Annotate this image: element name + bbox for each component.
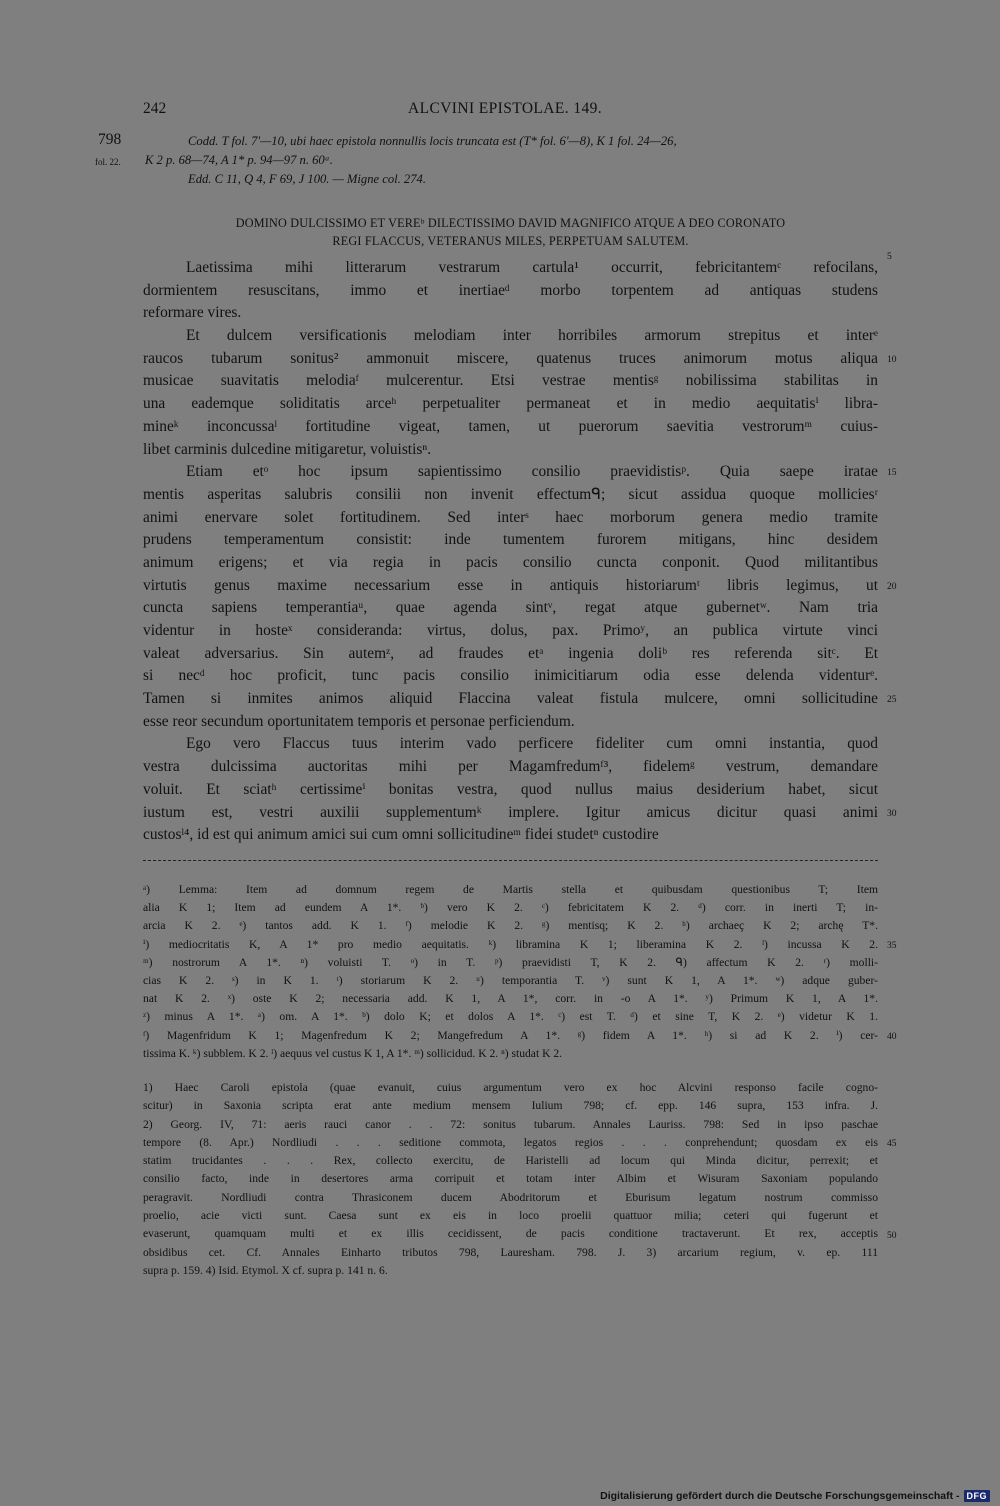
body-line: Ego vero Flaccus tuus interim vado perficere fideliter cum omni instantia, quod [186,735,878,753]
line-number: 10 [887,354,897,365]
footnote-separator [143,860,878,861]
codices-line: K 2 p. 68—74, A 1* p. 94—97 n. 60ᵃ. [145,153,333,167]
credit-text: Digitalisierung gefördert durch die Deutsche Forschungsgemeinschaft - [600,1490,960,1502]
page-number: 242 [143,100,167,117]
apparatus-line: ᵐ) nostrorum A 1*. ⁿ) voluisti T. ᵒ) in T. ᵖ) praevidisti T, K 2. ᑫ) affectum K 2. ʳ) molli- [143,955,878,969]
note-line: proelio, acie victi sunt. Caesa sunt ex eis in loco proelii quattuor milia; ceteri qui fugerunt et [143,1209,878,1223]
apparatus-line: ᵃ) Lemma: Item ad domnum regem de Martis stella et quibusdam questionibus T; Item [143,883,878,896]
dfg-logo: DFG [964,1490,991,1502]
letter-address [143,214,878,250]
note-line: obsidibus cet. Cf. Annales Einharto tributos 798, Lauresham. 798. J. 3) arcarium regium, v. ep. 111 [143,1245,878,1259]
note-line: 1) Haec Caroli epistola (quae evanuit, cuius argumentum vero ex hoc Alcvini responso facile cogno- [143,1081,878,1094]
running-header [143,100,878,122]
running-title: ALCVINI EPISTOLAE. 149. [408,100,603,117]
body-line: musicae suavitatis melodiaᶠ mulcerentur. Etsi vestrae mentisᵍ nobilissima stabilitas in [143,372,878,390]
note-line: tempore (8. Apr.) Nordliudi . . . seditione commota, legatos regios . . . conprehendunt; quosdam ex eis [143,1135,878,1149]
body-line: raucos tubarum sonitus² ammonuit miscere, quatenus truces animorum motus aliqua [143,349,878,367]
folio-marker: fol. 22. [95,157,121,167]
apparatus-line: ⁱ) mediocritatis K, A 1* pro medio aequitatis. ᵏ) libramina K 1; liberamina K 2. ˡ) incussa K 2. [143,937,878,951]
body-line: dormientem resuscitans, immo et inertiaeᵈ morbo torpentem ad antiquas studens [143,281,878,299]
body-line: valeat adversarius. Sin autemᶻ, ad fraudes etᵃ ingenia doliᵇ res referenda sitᶜ. Et [143,644,878,662]
apparatus-line: arcia K 2. ᵉ) tantos add. K 1. ᶠ) melodie K 2. ᵍ) mentisq; K 2. ʰ) archaeç K 2; archę T*. [143,919,878,933]
body-line: libet carminis dulcedine mitigaretur, voluistisⁿ. [143,440,432,458]
note-line: 2) Georg. IV, 71: aeris rauci canor . . 72: sonitus tubarum. Annales Lauriss. 798: Sed in ipso paschae [143,1117,878,1131]
line-number: 35 [887,941,897,952]
critical-apparatus [143,881,878,1063]
body-line: Et dulcem versificationis melodiam inter horribiles armorum strepitus et interᵉ [186,327,878,345]
apparatus-line: ᶠ) Magenfridum K 1; Magenfredum K 2; Mangefredum A 1*. ᵍ) fidem A 1*. ʰ) si ad K 2. ⁱ) cer- [143,1028,878,1042]
year-marker: 798 [98,131,122,148]
apparatus-line: nat K 2. ˣ) oste K 2; necessaria add. K 1, A 1*, corr. in -o A 1*. ʸ) Primum K 1, A 1*. [143,992,878,1006]
line-number: 20 [887,581,897,592]
body-line: esse reor secundum oportunitatem temporis et personae perficiendum. [143,712,575,730]
body-line: vestra dulcissima auctoritas mihi per Magamfredumᶠ³, fidelemᵍ vestrum, demandare [143,758,878,776]
line-number: 30 [887,808,897,819]
apparatus-line: ᶻ) minus A 1*. ᵃ) om. A 1*. ᵇ) dolo K; et dolos A 1*. ᶜ) est T. ᵈ) et sine T, K 2. ᵉ) videtur K 1. [143,1010,878,1024]
note-line: consilio facto, inde in desertores arma corripuit et totam inter Albim et Wisuram Saxoniam populando [143,1172,878,1186]
line-number: 45 [887,1139,897,1150]
note-line: evaserunt, quamquam multi et ex illis cecidissent, de pacis conditione tractaverunt. Et rex, acceptis [143,1227,878,1241]
note-line: peragravit. Nordliudi contra Thrasiconem ducem Abodritorum et Eburisum legatum nostrum commisso [143,1190,878,1204]
note-line: supra p. 159. 4) Isid. Etymol. X cf. supra p. 141 n. 6. [143,1263,388,1277]
body-line: voluit. Et sciatʰ certissimeⁱ bonitas vestra, quod nullus maius desiderium habet, sicut [143,780,878,798]
line-number: 25 [887,695,897,706]
note-line: scitur) in Saxonia scripta erat ante medium mensem Iulium 798; cf. epp. 146 supra, 153 infra. J. [143,1099,878,1113]
apparatus-line: tissima K. ᵏ) subblem. K 2. ˡ) aequus vel custus K 1, A 1*. ᵐ) sollicidud. K 2. ⁿ) studat K 2. [143,1046,563,1060]
body-line: prudens temperamentum consistit: inde tumentem furorem mitigans, hinc desidem [143,531,878,549]
body-line: videntur in hosteˣ consideranda: virtus, dolus, pax. Primoʸ, an publica virtute vinci [143,622,878,639]
body-line: virtutis genus maxime necessarium esse in antiquis historiarumᵗ libris legimus, ut [143,576,878,594]
historical-notes [143,1079,878,1280]
line-number: 15 [887,468,897,479]
note-line: statim trucidantes . . . Rex, collecto exercitu, de Haristelli ad locum qui Minda dicitur, perrexit; et [143,1154,878,1168]
body-line: mineᵏ inconcussaˡ fortitudine vigeat, tamen, ut puerorum saevitia vestrorumᵐ cuius- [143,417,878,435]
apparatus-line: alia K 1; Item ad eundem A 1*. ᵇ) vero K 2. ᶜ) febricitatem K 2. ᵈ) corr. in inerti T; in- [143,901,878,915]
line-number: 50 [887,1230,897,1241]
body-line: reformare vires. [143,304,242,322]
letter-body [143,257,878,847]
line-number: 40 [887,1032,897,1043]
body-line: Etiam etᵒ hoc ipsum sapientissimo consilio praevidistisᵖ. Quia saepe iratae [186,463,878,481]
address-line: DOMINO DULCISSIMO ET VEREᵇ DILECTISSIMO DAVID MAGNIFICO ATQUE A DEO CORONATO [235,216,786,230]
body-line: una eademque soliditatis arceʰ perpetualiter permaneat et in medio aequitatisⁱ libra- [143,395,878,413]
body-line: Tamen si inmites animos aliquid Flaccina valeat fistula mulcere, omni sollicitudine [143,690,878,708]
body-line: iustum est, vestri auxilii supplementumᵏ implere. Igitur amicus dicitur quasi animi [143,803,878,821]
digitization-credit [600,1490,990,1502]
body-line: mentis asperitas salubris consilii non invenit effectumᑫ; sicut assidua quoque molliciesʳ [143,485,878,503]
apparatus-line: cias K 2. ˢ) in K 1. ᵗ) storiarum K 2. ᵘ) temporantia T. ᵛ) sunt K 1, A 1*. ʷ) adque guber- [143,973,878,987]
body-line: cuncta sapiens temperantiaᵘ, quae agenda sintᵛ, regat atque gubernetʷ. Nam tria [143,599,878,617]
address-line: REGI FLACCUS, VETERANUS MILES, PERPETUAM SALUTEM. [332,234,689,248]
body-line: animum erigens; et via regia in pacis consilio cuncta conponit. Quod militantibus [143,553,878,571]
body-line: animi enervare solet fortitudinem. Sed interˢ haec morborum genera medio tramite [143,508,878,526]
line-number: 5 [887,252,892,263]
body-line: Laetissima mihi litterarum vestrarum cartula¹ occurrit, febricitantemᶜ refocilans, [186,259,878,276]
body-line: custosˡ⁴, id est qui animum amici sui cum omni sollicitudineᵐ fidei studetⁿ custodire [143,826,659,844]
editions-line: Edd. C 11, Q 4, F 69, J 100. — Migne col. 274. [188,172,426,186]
codices-line: Codd. T fol. 7'—10, ubi haec epistola nonnullis locis truncata est (T* fol. 6'—8), K 1 fol. 24—26, [188,134,677,148]
body-line: si necᵈ hoc proficit, tunc pacis consilio inimicitiarum odia esse delenda videnturᵉ. [143,667,878,685]
